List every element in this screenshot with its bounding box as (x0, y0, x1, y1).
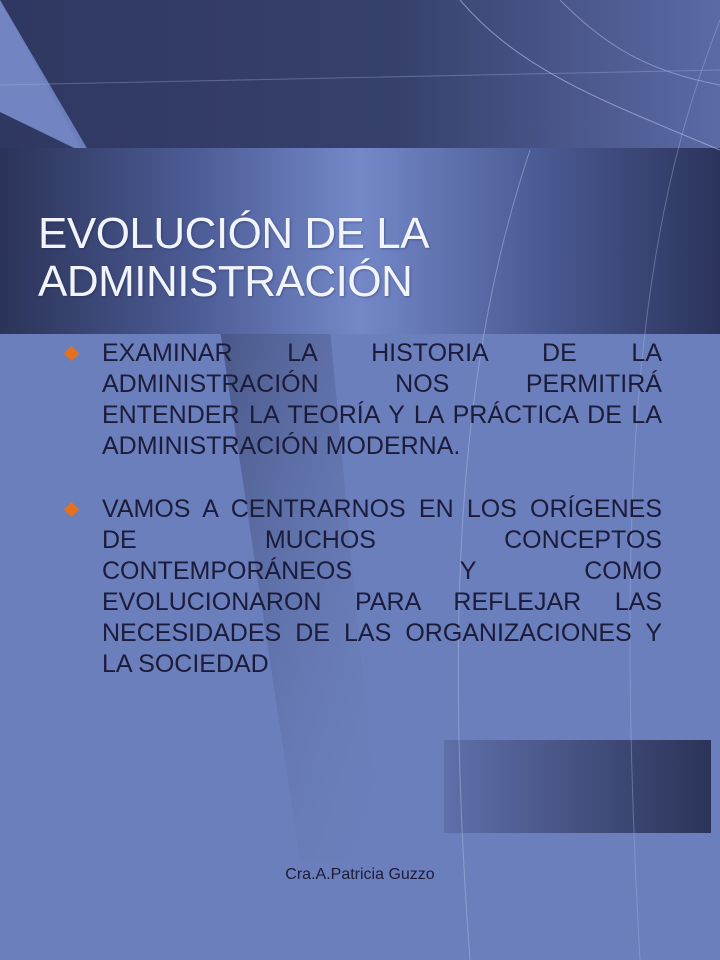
bullet-list (62, 338, 662, 712)
title-line-2: ADMINISTRACIÓN (38, 257, 413, 306)
bullet-item (62, 494, 662, 680)
diamond-bullet-icon (64, 502, 80, 518)
slide-footer: Cra.A.Patricia Guzzo (285, 866, 435, 883)
bullet-text: VAMOS A CENTRARNOS EN LOS ORÍGENES DE MUCHOS CONCEPTOS CONTEMPORÁNEOS Y COMO EVOLUCIONARON PARA REFLEJAR LAS NECESIDADES DE LAS ORGANIZACIONES Y LA SOCIEDAD (102, 495, 662, 678)
diamond-bullet-icon (64, 346, 80, 362)
bullet-text: EXAMINAR LA HISTORIA DE LA ADMINISTRACIÓN NOS PERMITIRÁ ENTENDER LA TEORÍA Y LA PRÁCTICA DE LA ADMINISTRACIÓN MODERNA. (102, 339, 662, 460)
title-line-1: EVOLUCIÓN DE LA (38, 209, 430, 258)
slide-title (38, 210, 678, 306)
bullet-item (62, 338, 662, 462)
